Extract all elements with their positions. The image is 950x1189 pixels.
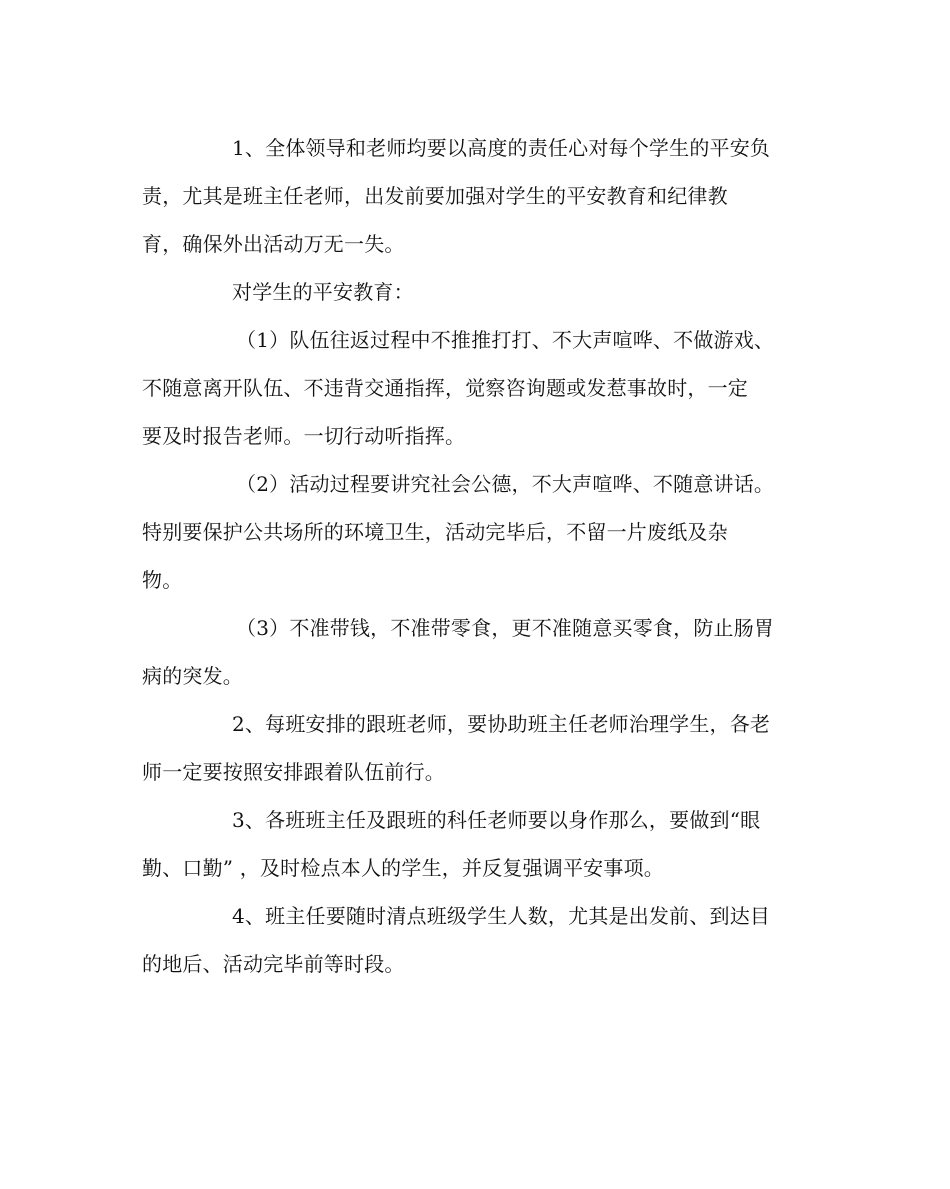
paragraph-2-line-1: 2、每班安排的跟班老师，要协助班主任老师治理学生，各老 [232, 712, 771, 736]
paragraph-1-line-2: 责，尤其是班主任老师，出发前要加强对学生的平安教育和纪律教 [142, 184, 728, 208]
item-1-line-1: （1）队伍往返过程中不推推打打、不大声喧哗、不做游戏、 [236, 328, 775, 352]
section-heading: 对学生的平安教育： [232, 280, 414, 304]
item-1-line-3: 要及时报告老师。一切行动听指挥。 [142, 424, 466, 448]
item-2-line-2: 特别要保护公共场所的环境卫生，活动完毕后，不留一片废纸及杂 [142, 520, 728, 544]
paragraph-4-line-2: 的地后、活动完毕前等时段。 [142, 952, 405, 976]
item-3-line-1: （3）不准带钱，不准带零食，更不准随意买零食，防止肠胃 [236, 616, 775, 640]
document-body [142, 124, 808, 988]
paragraph-1-line-3: 育，确保外出活动万无一失。 [142, 232, 405, 256]
item-3-line-2: 病的突发。 [142, 664, 243, 688]
paragraph-1-line-1: 1、全体领导和老师均要以高度的责任心对每个学生的平安负 [232, 136, 771, 160]
paragraph-3-line-1: 3、各班班主任及跟班的科任老师要以身作那么，要做到“眼 [232, 808, 761, 832]
item-2-line-1: （2）活动过程要讲究社会公德，不大声喧哗、不随意讲话。 [236, 472, 775, 496]
paragraph-2-line-2: 师一定要按照安排跟着队伍前行。 [142, 760, 445, 784]
paragraph-3-line-2: 勤、口勤” ，及时检点本人的学生，并反复强调平安事项。 [142, 856, 664, 880]
paragraph-4-line-1: 4、班主任要随时清点班级学生人数，尤其是出发前、到达目 [232, 904, 771, 928]
item-1-line-2: 不随意离开队伍、不违背交通指挥，觉察咨询题或发惹事故时，一定 [142, 376, 748, 400]
item-2-line-3: 物。 [142, 568, 183, 592]
